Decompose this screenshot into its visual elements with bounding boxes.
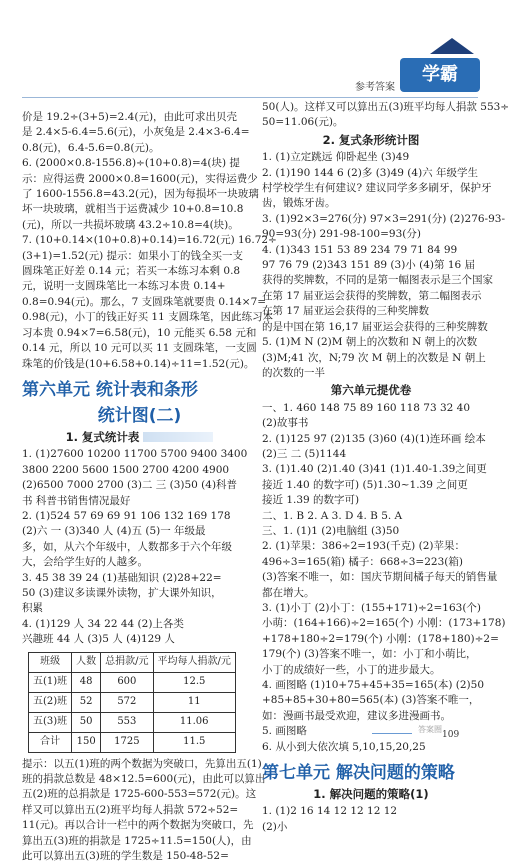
text-line: 4. 画图略 (1)10+75+45+35=165(本) (2)50	[262, 679, 485, 692]
text-line: (3)M;41 次，N;79 次 M 朝上的次数是 N 朝上	[262, 351, 486, 364]
text-line: 3. (1)1.40 (2)1.40 (3)41 (1)1.40-1.39之间更	[262, 463, 487, 476]
text-line: 3800 2200 5600 1500 2700 4200 4900	[22, 463, 230, 476]
right-u7-block	[262, 804, 480, 835]
text-line: (3+1)=1.52(元) 提示：如果小丁的钱全买一支	[22, 249, 244, 262]
text-line: 50=11.06(元)。	[262, 116, 344, 129]
table-row	[29, 712, 236, 732]
table-header-cell: 班级	[29, 652, 72, 672]
text-line: 兴趣班 44 人 (3)5 人 (4)129 人	[22, 633, 175, 646]
page-header	[0, 0, 500, 93]
text-line: 50(人)。这样又可以算出五(3)班平均每人捐款 553÷	[262, 101, 509, 113]
text-line: 0.8(元)，6.4-5.6=0.8(元)。	[22, 141, 160, 154]
table-cell: 52	[72, 692, 101, 712]
text-line: 6. (2000×0.8-1556.8)÷(10+0.8)=4(块) 提	[22, 157, 240, 170]
text-line: (2)小	[262, 820, 288, 833]
text-line: 样又可以算出五(2)班平均每人捐款 572÷52=	[22, 803, 239, 816]
text-line: 2. (1)125 97 (2)135 (3)60 (4)(1)连环画 绘本	[262, 432, 486, 445]
right-review-block	[262, 401, 506, 755]
text-line: 0.98(元)，小丁的钱正好买 11 支圆珠笔，因此练习本	[22, 311, 274, 324]
text-line: 都在增大。	[262, 586, 315, 599]
text-line: +178+180÷2=179(个) 小刚：(178+180)÷2=	[262, 632, 499, 645]
text-line: 2. (1)524 57 69 69 91 106 132 169 178	[22, 509, 231, 522]
table-header-row	[29, 652, 236, 672]
text-line: 3. (1)小丁 (2)小丁：(155+171)÷2=163(个)	[262, 602, 482, 614]
graduation-cap-icon	[430, 38, 474, 54]
text-line: 班的捐款总数是 48×12.5=600(元)，由此可以算出	[22, 773, 266, 785]
table-row	[29, 692, 236, 712]
page-number: 109	[442, 730, 460, 740]
text-line: 示：应得运费 2000×0.8=1600(元)，实得运费少	[22, 172, 258, 185]
text-line: 习本贵 0.94×7=6.58(元)，10 元能买 6.58 元和	[22, 326, 257, 339]
table-header-cell: 总捐款/元	[101, 652, 153, 672]
left-bottom-block	[22, 757, 266, 864]
text-line: 97 76 79 (2)343 151 89 (3)小 (4)第 16 届	[262, 259, 476, 272]
text-line: 179(个) (3)答案不唯一，如：小丁和小萌比，	[262, 648, 477, 661]
text-line: 2. (1)190 144 6 (2)多 (3)49 (4)六 年级学生	[262, 166, 478, 179]
table-cell: 五(2)班	[29, 692, 72, 712]
brand-logo: 学霸	[400, 58, 480, 92]
review-title: 第六单元提优卷	[330, 383, 412, 398]
unit7-title: 第七单元 解决问题的策略	[262, 763, 455, 784]
table-cell: 1725	[101, 732, 153, 752]
text-line: 此可以算出五(3)班的学生数是 150-48-52=	[22, 850, 229, 863]
section1-title-text: 1. 复式统计表	[65, 429, 140, 444]
text-line: 一、1. 460 148 75 89 160 118 73 32 40	[262, 401, 471, 414]
section-label: 参考答案	[355, 82, 395, 93]
text-line: (2)故事书	[262, 417, 309, 430]
table-cell: 11	[153, 692, 235, 712]
table-cell: 合计	[29, 732, 72, 752]
text-line: 1. (1)立定跳远 仰卧起坐 (3)49	[262, 151, 410, 164]
text-line: 二、1. B 2. A 3. D 4. B 5. A	[262, 509, 403, 522]
section-ribbon	[143, 432, 213, 442]
text-line: 价是 19.2÷(3+5)=2.4(元)，由此可求出贝壳	[22, 111, 238, 123]
text-line: 五(2)班的总捐款是 1725-600-553=572(元)。这	[22, 788, 257, 801]
table-cell: 五(3)班	[29, 712, 72, 732]
text-line: 提示：以五(1)班的两个数据为突破口，先算出五(1)	[22, 757, 262, 770]
table-header-cell: 平均每人捐款/元	[153, 652, 235, 672]
text-line: 村学校学生有何建议? 建议同学多多刷牙，保护牙	[262, 182, 492, 195]
text-line: 获得的奖牌数，不同的是第一幅图表示是三个国家	[262, 274, 493, 287]
text-line: 三、1. (1)1 (2)电脑组 (3)50	[262, 524, 400, 537]
table-cell: 572	[101, 692, 153, 712]
text-line: 小丁的成绩好一些，小丁的进步最大。	[262, 663, 441, 676]
text-line: 在第 17 届亚运会获得的奖牌数，第二幅图表示	[262, 289, 482, 302]
text-line: 3. 45 38 39 24 (1)基础知识 (2)28+22=	[22, 571, 222, 584]
text-line: 1. (1)27600 10200 11700 5700 9400 3400	[22, 448, 248, 461]
table-cell: 五(1)班	[29, 672, 72, 692]
text-line: 接近 1.39 的数字可)	[262, 494, 360, 507]
text-line: +85+85+30+80=565(本) (3)答案不唯一，	[262, 694, 480, 707]
section1-title	[22, 430, 257, 445]
text-line: 4. (1)343 151 53 89 234 79 71 84 99	[262, 243, 458, 256]
text-line: 0.14 元，所以 10 元可以买 11 支圆珠笔，一支圆	[22, 342, 257, 355]
text-line: 4. (1)129 人 34 22 44 (2)上各类	[22, 617, 184, 630]
table-cell: 48	[72, 672, 101, 692]
header-divider	[22, 97, 478, 98]
text-line: 大，会给学生好的人越多。	[22, 556, 148, 569]
watermark: 答案圈	[418, 725, 442, 734]
right-top-block	[262, 100, 509, 131]
text-line: 11(元)。再以合计一栏中的两个数据为突破口，先	[22, 819, 254, 832]
text-line: 了 1600-1556.8=43.2(元)，因为每损坏一块玻璃	[22, 188, 259, 201]
text-line: (2)6500 7000 2700 (3)二 三 (3)50 (4)科普	[22, 479, 238, 492]
right-column	[262, 100, 509, 835]
table-row	[29, 672, 236, 692]
table-cell: 600	[101, 672, 153, 692]
text-line: 算出五(3)班的捐款是 1725÷11.5=150(人)，由	[22, 834, 252, 847]
text-line: 5. 画图略	[262, 725, 307, 738]
text-line: 坏一块玻璃，就相当于运费减少 10+0.8=10.8	[22, 203, 244, 216]
section2-title: 2. 复式条形统计图	[322, 132, 420, 147]
text-line: 2. (1)苹果：386÷2=193(千克) (2)苹果：	[262, 540, 465, 553]
text-line: 元，说明一支圆珠笔比一本练习本贵 0.14+	[22, 280, 226, 293]
text-line: 50 (3)建议多读课外读物，扩大课外知识，	[22, 586, 222, 599]
unit7-section-title: 1. 解决问题的策略(1)	[313, 787, 429, 802]
text-line: 在第 17 届亚运会获得的三种奖牌数	[262, 305, 430, 318]
text-line: (2)六 一 (3)340 人 (4)五 (5)一 年级最	[22, 525, 206, 538]
right-mid-block	[262, 150, 506, 381]
table-cell: 11.06	[153, 712, 235, 732]
table-cell: 12.5	[153, 672, 235, 692]
text-line: 3. (1)92×3=276(分) 97×3=291(分) (2)276-93-	[262, 212, 506, 225]
text-line: 齿，锻炼牙齿。	[262, 197, 336, 210]
text-line: 1. (1)2 16 14 12 12 12 12	[262, 805, 398, 818]
text-line: (3)答案不唯一，如：国庆节期间橘子每天的销售量	[262, 571, 498, 584]
text-line: 7. (10+0.14×(10+0.8)+0.14)=16.72(元) 16.72÷	[22, 234, 277, 247]
text-line: 6. 从小到大依次填 5,10,15,20,25	[262, 740, 426, 753]
text-line: 的是中国在第 16,17 届亚运会获得的三种奖牌数	[262, 320, 488, 333]
donation-table	[28, 652, 236, 753]
text-line: 90=93(分) 291-98-100=93(分)	[262, 228, 421, 241]
unit6-title: 第六单元 统计表和条形	[22, 379, 198, 400]
table-header-cell: 人数	[72, 652, 101, 672]
left-mid-block	[22, 447, 257, 647]
text-line: 积累	[22, 602, 43, 615]
text-line: 多，如，从六个年级中，人数都多于六个年级	[22, 540, 232, 553]
text-line: 书 科普书销售情况最好	[22, 494, 131, 507]
text-line: 小萌：(164+166)÷2=165(个) 小刚：(173+178)	[262, 617, 506, 630]
text-line: (2)三 二 (5)1144	[262, 447, 347, 460]
table-cell: 553	[101, 712, 153, 732]
text-line: 接近 1.40 的数字可) (5)1.30~1.39 之间更	[262, 478, 468, 491]
table-cell: 150	[72, 732, 101, 752]
text-line: 5. (1)M N (2)M 朝上的次数和 N 朝上的次数	[262, 336, 478, 349]
table-cell: 11.5	[153, 732, 235, 752]
text-line: 珠笔的价钱是(10+6.58+0.14)÷11=1.52(元)。	[22, 357, 255, 370]
text-line: 如：漫画书最受欢迎，建议多进漫画书。	[262, 709, 451, 722]
left-top-block	[22, 110, 277, 372]
text-line: 的次数的一半	[262, 366, 325, 379]
text-line: 圆珠笔正好差 0.14 元；若买一本练习本剩 0.8	[22, 265, 241, 278]
footer-wave	[372, 733, 412, 734]
table-cell: 50	[72, 712, 101, 732]
text-line: (元)，所以一共损坏玻璃 43.2÷10.8=4(块)。	[22, 218, 239, 231]
table-row	[29, 732, 236, 752]
text-line: 0.8=0.94(元)。那么，7 支圆珠笔就要贵 0.14×7=	[22, 295, 267, 308]
text-line: 496÷3=165(箱) 橘子：668÷3=223(箱)	[262, 555, 463, 568]
unit6-subtitle: 统计图(二)	[97, 405, 182, 426]
text-line: 是 2.4×5-6.4=5.6(元)，小灰兔是 2.4×3-6.4=	[22, 126, 250, 139]
